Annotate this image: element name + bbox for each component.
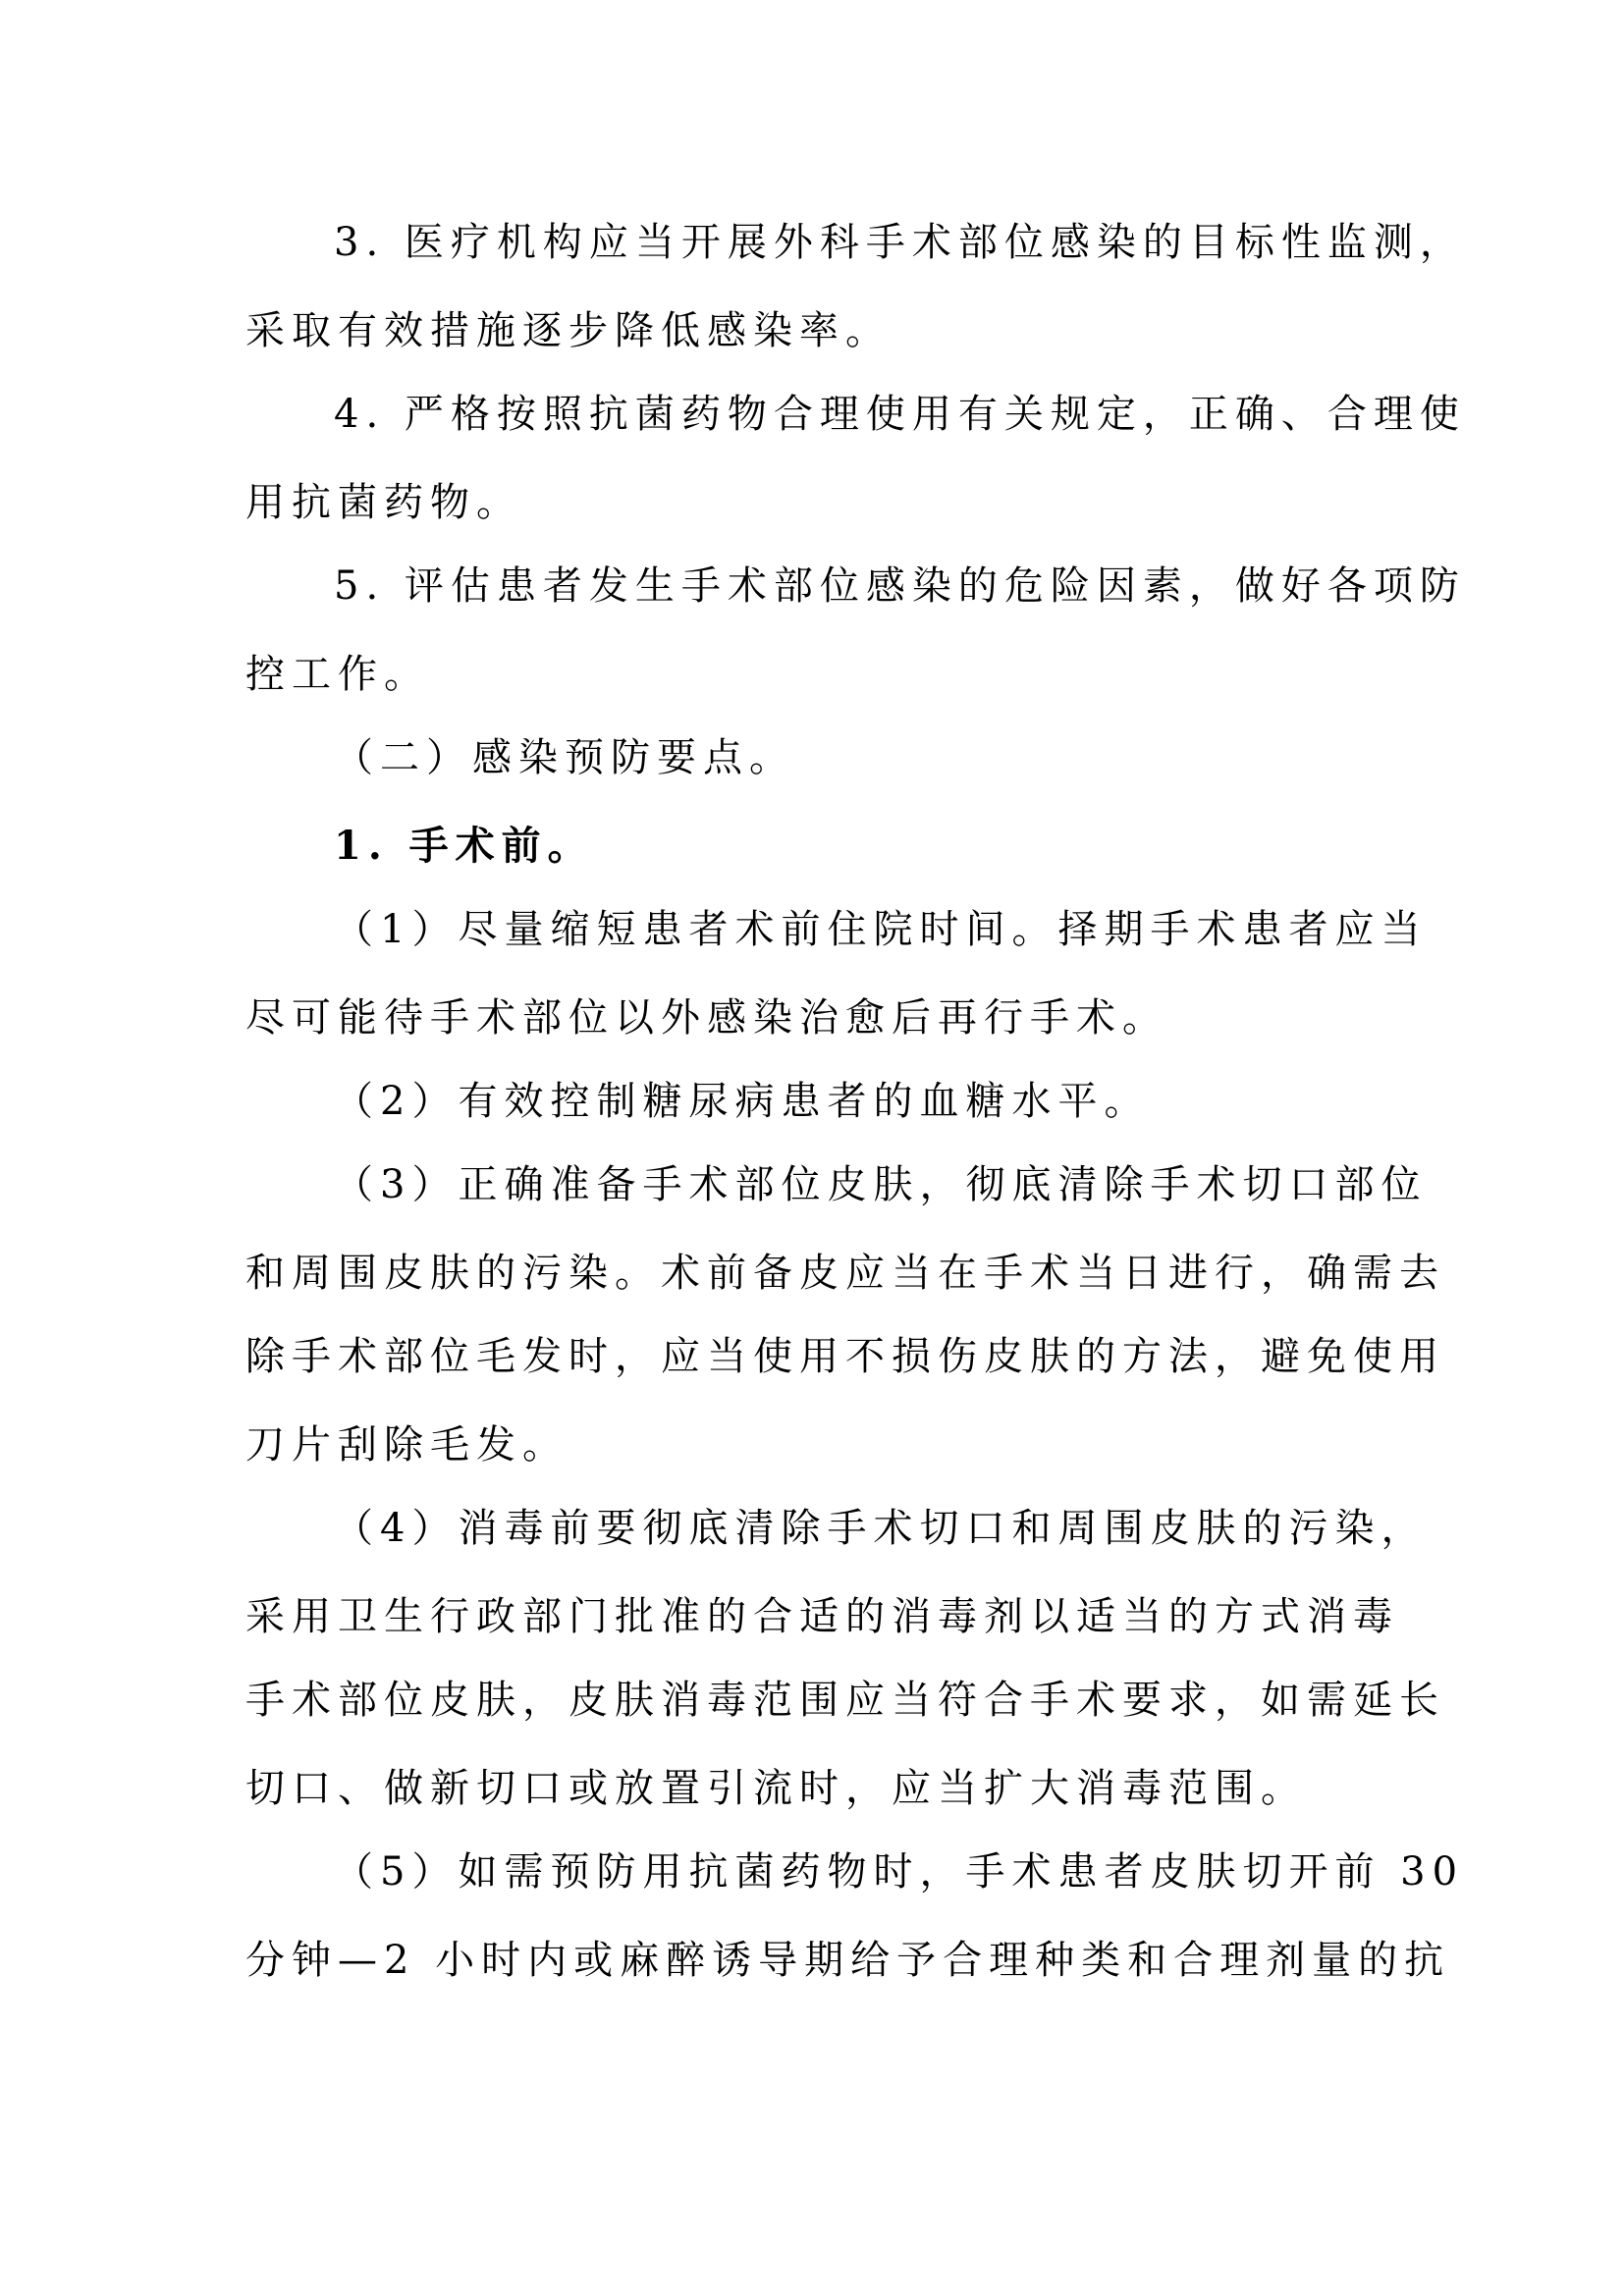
paragraph-3-line-1: 3. 医疗机构应当开展外科手术部位感染的目标性监测， xyxy=(334,220,1466,265)
item-4-line-3: 手术部位皮肤，皮肤消毒范围应当符合手术要求，如需延长 xyxy=(245,1678,1445,1723)
item-4-line-4: 切口、做新切口或放置引流时，应当扩大消毒范围。 xyxy=(245,1766,1307,1811)
paragraph-3-line-2: 采取有效措施逐步降低感染率。 xyxy=(245,308,892,353)
paragraph-4-line-2: 用抗菌药物。 xyxy=(245,480,522,525)
section-heading-2: （二）感染预防要点。 xyxy=(334,735,795,780)
item-1-line-2: 尽可能待手术部位以外感染治愈后再行手术。 xyxy=(245,995,1168,1041)
item-3-line-3: 除手术部位毛发时，应当使用不损伤皮肤的方法，避免使用 xyxy=(245,1334,1445,1379)
item-2-line-1: （2）有效控制糖尿病患者的血糖水平。 xyxy=(334,1079,1151,1124)
item-3-line-2: 和周围皮肤的污染。术前备皮应当在手术当日进行，确需去 xyxy=(245,1251,1445,1296)
item-4-line-2: 采用卫生行政部门批准的合适的消毒剂以适当的方式消毒 xyxy=(245,1594,1399,1639)
item-5-line-2: 分钟—2 小时内或麻醉诱导期给予合理种类和合理剂量的抗 xyxy=(245,1938,1451,1983)
item-4-line-1: （4）消毒前要彻底清除手术切口和周围皮肤的污染， xyxy=(334,1506,1428,1551)
paragraph-4-line-1: 4. 严格按照抗菌药物合理使用有关规定，正确、合理使 xyxy=(334,392,1466,437)
item-1-line-1: （1）尽量缩短患者术前住院时间。择期手术患者应当 xyxy=(334,907,1428,952)
item-5-line-1: （5）如需预防用抗菌药物时，手术患者皮肤切开前 30 xyxy=(334,1849,1465,1895)
paragraph-5-line-2: 控工作。 xyxy=(245,652,430,697)
paragraph-5-line-1: 5. 评估患者发生手术部位感染的危险因素，做好各项防 xyxy=(334,563,1466,609)
item-3-line-4: 刀片刮除毛发。 xyxy=(245,1422,568,1468)
subheading-preoperative: 1. 手术前。 xyxy=(334,823,594,869)
item-3-line-1: （3）正确准备手术部位皮肤，彻底清除手术切口部位 xyxy=(334,1162,1428,1207)
